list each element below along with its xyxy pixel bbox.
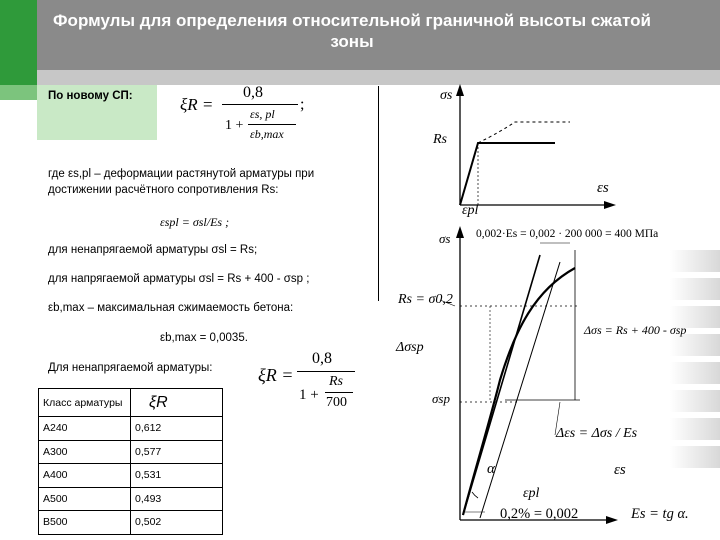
table-header-cell: ξR [131, 389, 223, 417]
table-cell: А300 [39, 440, 131, 464]
table-cell: А240 [39, 417, 131, 441]
value-line-label: 0,002·Es = 0,002 · 200 000 = 400 МПа [476, 228, 659, 240]
bottom-eps-pl-label: εpl [523, 486, 540, 501]
table-cell: 0,577 [131, 440, 223, 464]
where-line-2: достижении расчётного сопротивления Rs: [48, 184, 279, 196]
bottom-y-arrow [456, 226, 464, 238]
nonprestressed-label: Для ненапрягаемой арматуры: [48, 362, 213, 374]
bottom-eps-s-label: εs [614, 462, 626, 478]
sigma-sp-label: σsp [432, 391, 450, 406]
top-eps-pl-label: εpl [462, 203, 479, 218]
table-cell: 0,502 [131, 511, 223, 535]
table-cell: 0,531 [131, 464, 223, 488]
eq-spl: εspl = σsl/Es ; [160, 215, 230, 229]
formula1-lhs: ξR = [180, 95, 214, 114]
top-dashed-curve [478, 122, 570, 143]
table-cell: 0,612 [131, 417, 223, 441]
delta-sigma-sp-label: Δσsp [396, 340, 424, 355]
top-diagram-curve [460, 143, 555, 205]
delta-sigma-s-label: Δσs = Rs + 400 - σsp [584, 323, 687, 337]
formula2-frac-num: Rs [329, 374, 343, 389]
top-rs-label: Rs [433, 132, 447, 147]
table-cell: А500 [39, 487, 131, 511]
bottom-sigma-s-label: σs [439, 231, 451, 246]
table-cell: А400 [39, 464, 131, 488]
table-cell: 0,493 [131, 487, 223, 511]
formula2-numerator: 0,8 [312, 350, 332, 367]
prestressed-rule: для напрягаемой арматуры σsl = Rs + 400 - σsp ; [48, 273, 310, 285]
bottom-x-arrow [606, 516, 618, 524]
alpha-arc [472, 492, 478, 498]
formula2-lhs: ξR = [258, 365, 294, 385]
top-diagram [456, 84, 616, 209]
formula1-numerator: 0,8 [243, 84, 263, 101]
formula1-trail: ; [300, 96, 305, 113]
top-eps-s-label: εs [597, 180, 609, 196]
rs-sigma-label: Rs = σ0,2 [398, 292, 453, 307]
offset-line [480, 262, 560, 518]
where-line-1: где εs,pl – деформации растянутой арматуры при [48, 168, 315, 180]
top-y-arrow [456, 84, 464, 96]
top-sigma-s-label: σs [440, 88, 453, 103]
es-tg-label: Es = tg α. [631, 506, 689, 522]
eb-max-description: εb,max – максимальная сжимаемость бетона: [48, 302, 294, 314]
slide-title: Формулы для определения относительной граничной высоты сжатой зоны [53, 11, 651, 51]
bottom-diagram [440, 226, 618, 524]
new-sp-label: По новому СП: [48, 90, 133, 102]
percent-label: 0,2% = 0,002 [500, 506, 579, 522]
table-header-cell: Класс арматуры [39, 389, 131, 417]
top-x-arrow [604, 201, 616, 209]
eb-max-value: εb,max = 0,0035. [160, 332, 248, 344]
formula1-frac-num: εs, pl [250, 107, 275, 121]
stress-strain-curve [463, 268, 575, 515]
formula2-den-prefix: 1 + [299, 387, 319, 403]
formula1-frac-den: εb,max [250, 127, 284, 141]
delta-eps-label: Δεs = Δσs / Es [556, 426, 638, 441]
nonprestressed-rule: для ненапрягаемой арматуры σsl = Rs; [48, 244, 258, 256]
table-cell: В500 [39, 511, 131, 535]
formula2-frac-den: 700 [326, 395, 347, 410]
formula1-denominator: 1 + [225, 118, 244, 133]
alpha-label: α [487, 461, 495, 477]
